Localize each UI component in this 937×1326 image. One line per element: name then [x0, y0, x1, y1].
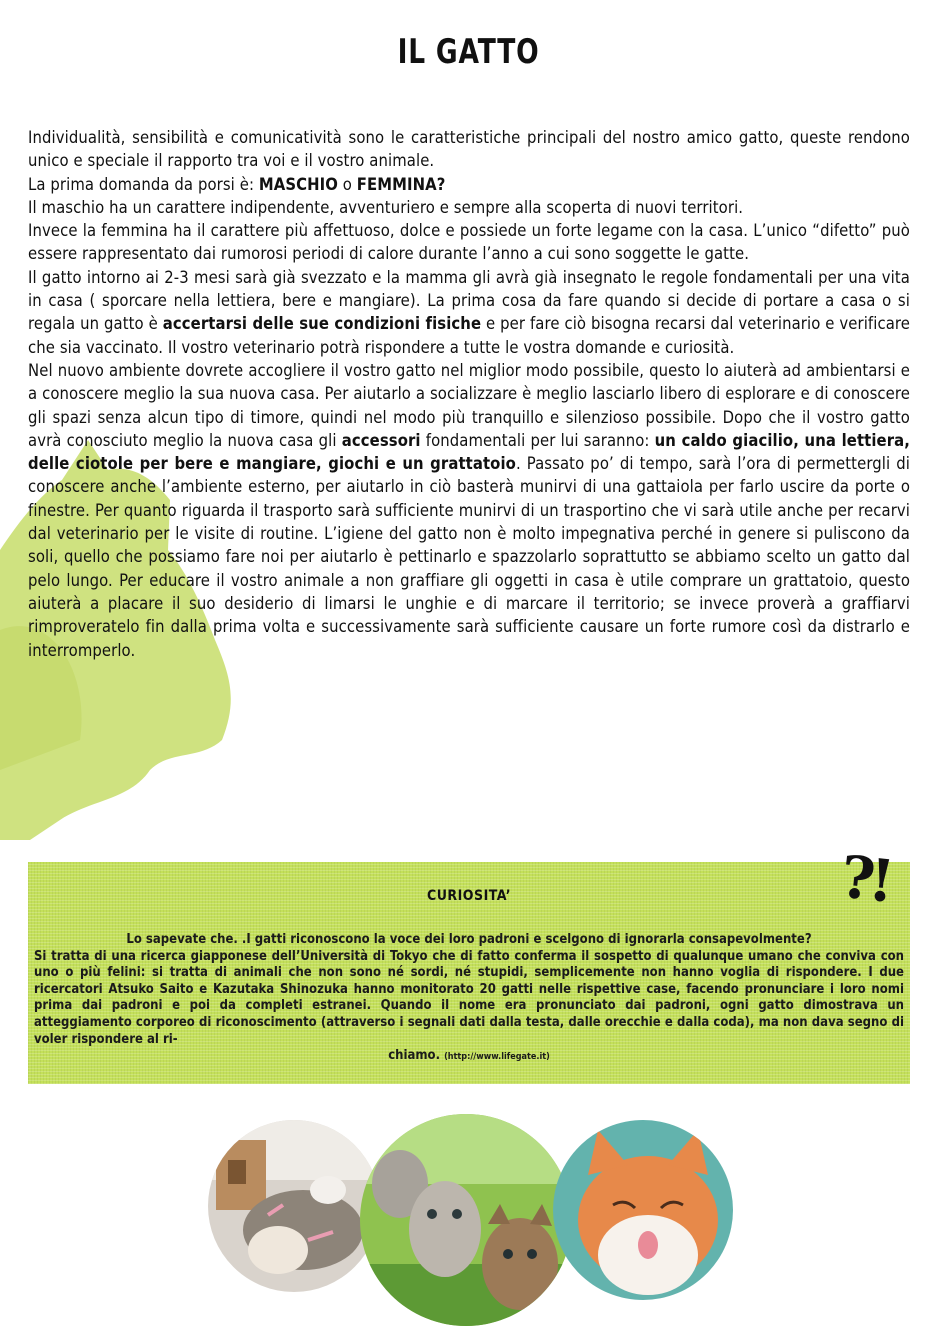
curiosity-title: CURIOSITA’ — [426, 888, 512, 904]
paragraph-intro: Individualità, sensibilità e comunicatività sono le caratteristiche principali del nostro amico gatto, queste rendono unico e speciale il rapporto tra voi e il vostro animale. — [28, 128, 910, 171]
curiosity-lead: Lo sapevate che. .I gatti riconoscono la voce dei loro padroni e scelgono di ignorarla consapevolmente? — [126, 932, 812, 947]
emphasis-femmina: FEMMINA? — [356, 174, 446, 194]
emphasis-accessori: accessori — [341, 430, 421, 450]
page-title: IL GATTO — [397, 32, 540, 72]
photo-kitten-playing — [208, 1120, 380, 1292]
curiosity-tail: chiamo. — [388, 1048, 441, 1064]
emphasis-maschio: MASCHIO — [258, 174, 338, 194]
emphasis-accessories-list: un caldo giacilio, una lettiera, delle ciotole per bere e mangiare, giochi e un grattatoio — [28, 430, 910, 474]
photo-kittens-on-grass — [360, 1114, 572, 1326]
curiosity-text — [34, 932, 904, 1066]
article-body — [28, 126, 910, 662]
emphasis-health: accertarsi delle sue condizioni fisiche — [162, 314, 482, 334]
curiosity-body: Si tratta di una ricerca giapponese dell’Università di Tokyo che di fatto conferma il sospetto di qualunque umano che conviva con uno o più felini: si tratta di animali che non sono né sordi, né stupidi, semplicemente non hanno voglia di rispondere. I due ricercatori Atsuko Saito e Kazutaka Shinozuka hanno monitorato 20 gatti nelle rispettive case, facendo pronunciare i loro nomi prima dai padroni e poi da completi estranei. Quando il nome era pronunciato dai padroni, ogni gatto dimostrava un atteggiamento corporeo di riconoscimento (attraverso i segnali dati dalla testa, dalle orecchie e dalla coda), ma non dava segno di voler rispondere al ri- — [34, 948, 904, 1047]
curiosity-source: (http://www.lifegate.it) — [444, 1052, 550, 1063]
paragraph-question: La prima domanda da porsi è: MASCHIO o FEMMINA? — [28, 174, 446, 194]
question-exclamation-icon: ?! — [837, 842, 892, 916]
photo-cat-licking — [553, 1120, 733, 1300]
paragraph-female: Invece la femmina ha il carattere più affettuoso, dolce e possiede un forte legame con la casa. L’unico “difetto” può essere rappresentato dai rumorosi periodi di calore durante l’anno a cui sono soggette le gatte. — [28, 221, 910, 264]
paragraph-male: Il maschio ha un carattere indipendente, avventuriero e sempre alla scoperta di nuovi territori. — [28, 197, 744, 217]
paragraph-health: Il gatto intorno ai 2-3 mesi sarà già svezzato e la mamma gli avrà già insegnato le regole fondamentali per una vita in casa ( sporcare nella lettiera, bere e mangiare). La prima cosa da fare quando si decide di portare a casa o si regala un gatto è accertarsi delle sue condizioni fisiche e per fare ciò bisogna recarsi dal veterinario e verificare che sia vaccinato. Il vostro veterinario potrà rispondere a tutte le vostra domande e curiosità. — [28, 267, 910, 357]
paragraph-environment: Nel nuovo ambiente dovrete accogliere il vostro gatto nel miglior modo possibile, questo lo aiuterà ad ambientarsi e a conoscere meglio la sua nuova casa. Per aiutarlo a socializzare è meglio lasciarlo libero di esplorare e di conoscere gli spazi senza alcun tipo di timore, quindi nel modo più tranquillo e silenzioso possibile. Dopo che il vostro gatto avrà conosciuto meglio la nuova casa gli accessori fondamentali per lui saranno: un caldo giacilio, una lettiera, delle ciotole per bere e mangiare, giochi e un grattatoio. Passato po’ di tempo, sarà l’ora di permettergli di conoscere anche l’ambiente esterno, per aiutarlo in ciò basterà munirvi di una gattaiola per farlo uscire da porte o finestre. Per quanto riguarda il trasporto sarà sufficiente munirvi di un trasportino che vi sarà utile anche per recarvi dal veterinario per le visite di routine. L’igiene del gatto non è molto impegnativa perché in genere si puliscono da soli, quello che possiamo fare noi per aiutarlo è pettinarlo e spazzolarlo soprattutto se abbiamo scelto un gatto dal pelo lungo. Per educare il vostro animale a non graffiare gli oggetti in casa è utile comprare un grattatoio, questo aiuterà a placare il suo desiderio di limarsi le unghie e di marcare il territorio; se invece proverà a graffiarvi rimproveratelo fin dalla prima volta e successivamente sarà sufficiente causare un forte rumore così da distrarlo e interromperlo. — [28, 360, 910, 660]
curiosity-box — [28, 842, 910, 1084]
